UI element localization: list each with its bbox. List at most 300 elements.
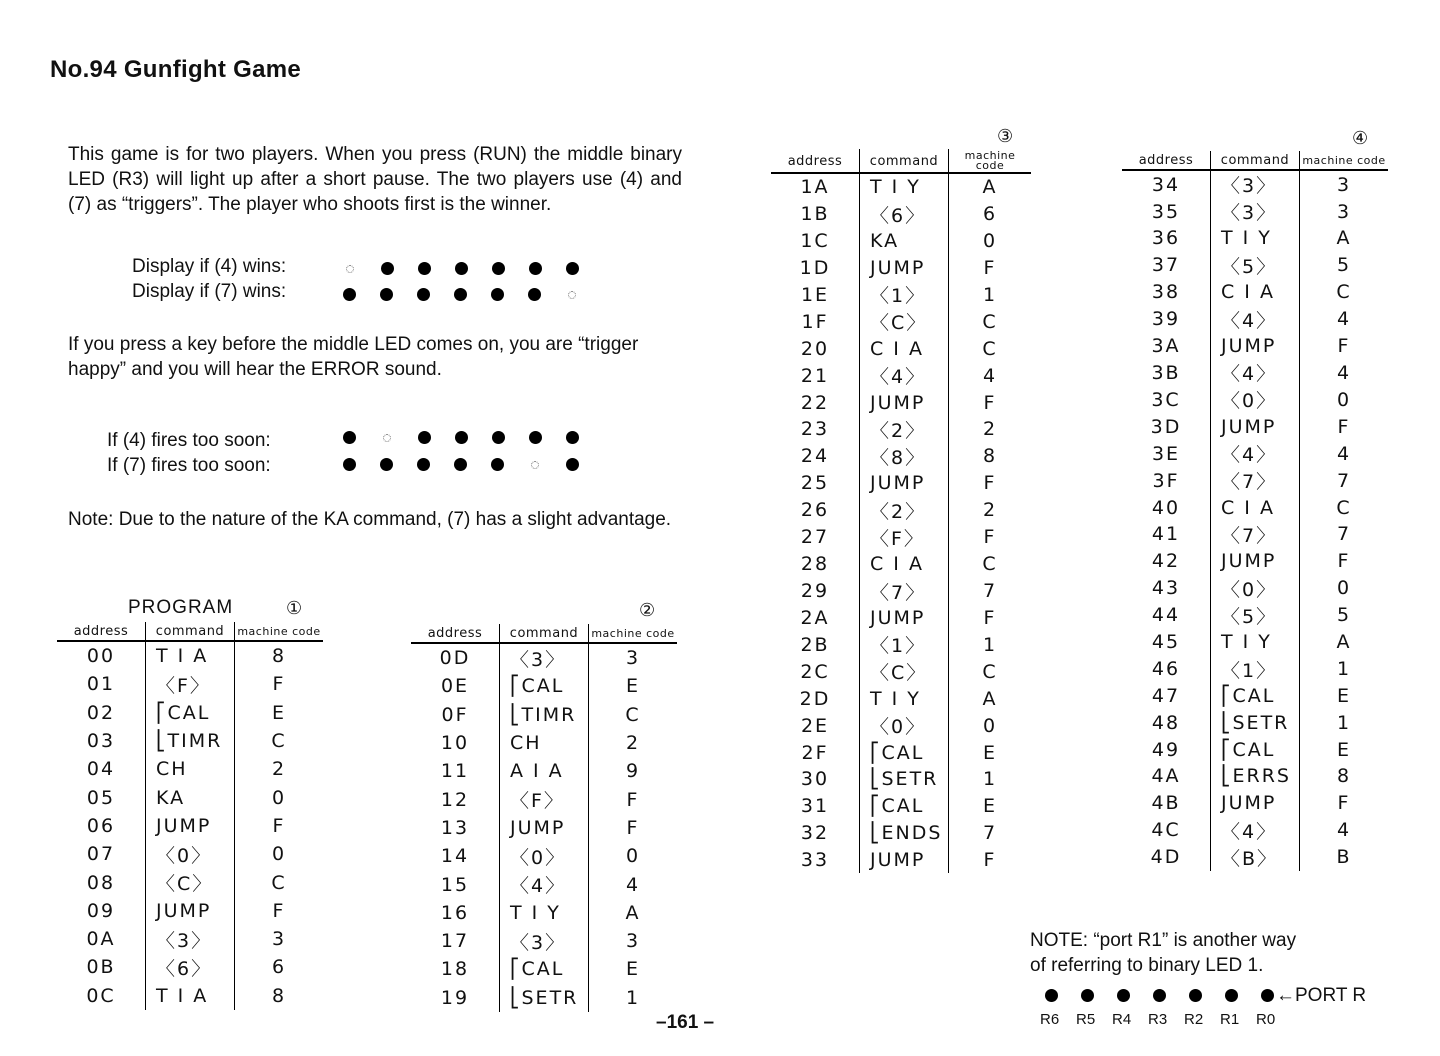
table-row: [1122, 656, 1388, 683]
table-row: [411, 842, 677, 870]
command-cell: 〈4〉: [1211, 440, 1300, 467]
table-row: [1122, 170, 1388, 198]
address-cell: 1C: [800, 230, 830, 253]
machine-code-cell: F: [983, 526, 997, 549]
command-cell: ⎡CAL: [1211, 736, 1300, 763]
address-cell: 4D: [1150, 846, 1182, 869]
machine-code-cell: E: [1336, 738, 1351, 761]
machine-code-cell: E: [982, 741, 997, 764]
machine-code-cell: 3: [625, 930, 641, 953]
header-command: command: [1211, 151, 1300, 170]
table-marker-3: ③: [997, 126, 1014, 146]
table-row: [411, 899, 677, 927]
command-cell: 〈C〉: [860, 308, 949, 335]
address-cell: 2D: [799, 687, 831, 710]
header-machine-code: machine code: [1300, 151, 1389, 170]
table-row: [1122, 575, 1388, 602]
command-cell: JUMP: [1211, 333, 1300, 360]
led-on-dot: [566, 458, 579, 471]
address-cell: 1F: [801, 310, 829, 333]
header-machine-code: machine code: [949, 149, 1032, 173]
address-cell: 20: [800, 337, 830, 360]
table-row: [1122, 629, 1388, 656]
command-cell: 〈0〉: [146, 840, 235, 868]
address-cell: 35: [1151, 200, 1181, 223]
machine-code-cell: F: [983, 472, 997, 495]
table-row: [1122, 225, 1388, 252]
table-row: [771, 389, 1031, 416]
command-cell: ⎡CAL: [500, 672, 589, 700]
led-on-dot: [417, 458, 430, 471]
machine-code-cell: F: [983, 606, 997, 629]
fire-row-7: [107, 455, 271, 477]
command-cell: 〈6〉: [146, 953, 235, 981]
command-cell: 〈4〉: [860, 362, 949, 389]
machine-code-cell: 3: [625, 647, 641, 670]
led-on-dot: [343, 288, 356, 301]
led-on-dot: [417, 288, 430, 301]
command-cell: 〈8〉: [860, 443, 949, 470]
header-address: address: [411, 624, 500, 643]
address-cell: 39: [1151, 308, 1181, 331]
command-cell: T I Y: [500, 899, 589, 927]
page-number: –161 –: [656, 1012, 715, 1033]
address-cell: 37: [1151, 254, 1181, 277]
port-led-dot: [1225, 989, 1238, 1002]
machine-code-cell: 3: [271, 928, 287, 951]
led-dots-4-too-soon: [343, 431, 603, 444]
address-cell: 18: [440, 958, 470, 981]
command-cell: T I Y: [860, 685, 949, 712]
address-cell: 34: [1151, 173, 1181, 196]
table-row: [57, 840, 323, 868]
address-cell: 13: [440, 816, 470, 839]
port-bit-r4: R4: [1112, 1011, 1132, 1028]
port-bit-r5: R5: [1076, 1011, 1096, 1028]
machine-code-cell: F: [983, 256, 997, 279]
table-row: [1122, 198, 1388, 225]
address-cell: 0F: [441, 703, 469, 726]
machine-code-cell: A: [982, 176, 998, 199]
command-cell: T I Y: [1211, 225, 1300, 252]
address-cell: 2C: [800, 660, 830, 683]
machine-code-cell: 1: [982, 633, 998, 656]
machine-code-cell: 7: [982, 580, 998, 603]
table-row: [57, 699, 323, 727]
led-on-dot: [380, 288, 393, 301]
address-cell: 3A: [1151, 334, 1181, 357]
machine-code-cell: 1: [1336, 711, 1352, 734]
command-cell: 〈4〉: [1211, 306, 1300, 333]
command-cell: T I Y: [860, 173, 949, 201]
machine-code-cell: 1: [982, 768, 998, 791]
command-cell: T I A: [146, 641, 235, 670]
table-row: [1122, 359, 1388, 386]
table-marker-1: ①: [286, 598, 303, 618]
address-cell: 00: [86, 645, 116, 668]
led-on-dot: [380, 458, 393, 471]
machine-code-cell: 8: [271, 984, 287, 1007]
machine-code-cell: 6: [982, 203, 998, 226]
command-cell: 〈F〉: [860, 524, 949, 551]
led-on-dot: [492, 431, 505, 444]
address-cell: 2B: [800, 633, 830, 656]
led-on-dot: [454, 458, 467, 471]
table-row: [411, 701, 677, 729]
table-row: [771, 551, 1031, 578]
address-cell: 04: [86, 758, 116, 781]
led-on-dot: [566, 262, 579, 275]
address-cell: 30: [800, 768, 830, 791]
table-row: [771, 281, 1031, 308]
address-cell: 0B: [86, 956, 116, 979]
table-row: [771, 766, 1031, 793]
address-cell: 26: [800, 499, 830, 522]
machine-code-cell: 2: [982, 418, 998, 441]
address-cell: 2E: [800, 714, 830, 737]
address-cell: 29: [800, 580, 830, 603]
command-cell: 〈0〉: [1211, 575, 1300, 602]
machine-code-cell: A: [982, 687, 998, 710]
port-bit-r2: R2: [1184, 1011, 1204, 1028]
address-cell: 02: [86, 701, 116, 724]
machine-code-cell: 7: [1336, 523, 1352, 546]
command-cell: JUMP: [860, 605, 949, 632]
address-cell: 1A: [800, 176, 830, 199]
header-command: command: [500, 624, 589, 643]
table-row: [771, 228, 1031, 255]
command-cell: 〈F〉: [146, 670, 235, 698]
address-cell: 19: [440, 986, 470, 1009]
command-cell: KA: [860, 228, 949, 255]
address-cell: 2F: [801, 741, 829, 764]
command-cell: 〈7〉: [1211, 467, 1300, 494]
machine-code-cell: 5: [1336, 604, 1352, 627]
command-cell: 〈5〉: [1211, 252, 1300, 279]
led-on-dot: [343, 458, 356, 471]
display-label: Display if (7) wins:: [132, 281, 287, 302]
table-row: [57, 897, 323, 925]
machine-code-cell: 0: [1336, 577, 1352, 600]
address-cell: 3D: [1150, 415, 1182, 438]
table-row: [771, 524, 1031, 551]
header-address: address: [1122, 151, 1211, 170]
table-row: [57, 641, 323, 670]
table-row: [771, 793, 1031, 820]
table-row: [411, 643, 677, 672]
command-cell: JUMP: [146, 897, 235, 925]
machine-code-cell: 9: [625, 760, 641, 783]
command-cell: JUMP: [860, 846, 949, 873]
machine-code-cell: C: [271, 730, 287, 753]
header-command: command: [860, 149, 949, 173]
address-cell: 4A: [1151, 765, 1181, 788]
command-cell: JUMP: [1211, 790, 1300, 817]
intro-paragraph: This game is for two players. When you press (RUN) the middle binary LED (R3) will light up after a short pause. The two players use (4) and (7) as “triggers”. The player who shoots first is the winner.: [68, 144, 682, 215]
program-table-2: [411, 624, 677, 1012]
command-cell: 〈0〉: [500, 842, 589, 870]
command-cell: 〈C〉: [146, 868, 235, 896]
address-cell: 46: [1151, 658, 1181, 681]
command-cell: JUMP: [1211, 413, 1300, 440]
machine-code-cell: 1: [1336, 658, 1352, 681]
command-cell: 〈4〉: [1211, 817, 1300, 844]
address-cell: 14: [440, 845, 470, 868]
table-header-row: [411, 624, 677, 643]
header-command: command: [146, 622, 235, 641]
table-row: [771, 443, 1031, 470]
table-row: [771, 605, 1031, 632]
port-led-dot: [1045, 989, 1058, 1002]
led-dots-7-too-soon: [343, 458, 603, 471]
machine-code-cell: F: [983, 391, 997, 414]
address-cell: 23: [800, 418, 830, 441]
address-cell: 01: [86, 673, 116, 696]
led-off-dot: [383, 434, 391, 442]
machine-code-cell: 0: [982, 230, 998, 253]
address-cell: 1D: [799, 256, 831, 279]
table-row: [411, 757, 677, 785]
address-cell: 40: [1151, 496, 1181, 519]
machine-code-cell: 4: [1336, 819, 1352, 842]
command-cell: JUMP: [860, 470, 949, 497]
command-cell: ⎡CAL: [1211, 683, 1300, 710]
table-header-row: [57, 622, 323, 641]
machine-code-cell: 0: [271, 843, 287, 866]
address-cell: 15: [440, 873, 470, 896]
led-on-dot: [529, 262, 542, 275]
machine-code-cell: 0: [625, 845, 641, 868]
command-cell: ⎣ERRS: [1211, 763, 1300, 790]
command-cell: 〈4〉: [500, 870, 589, 898]
command-cell: 〈2〉: [860, 416, 949, 443]
machine-code-cell: F: [1337, 550, 1351, 573]
machine-code-cell: F: [626, 816, 640, 839]
machine-code-cell: F: [1337, 415, 1351, 438]
command-cell: T I Y: [1211, 629, 1300, 656]
table-row: [771, 470, 1031, 497]
command-cell: JUMP: [1211, 548, 1300, 575]
table-row: [1122, 709, 1388, 736]
table-row: [771, 712, 1031, 739]
table-row: [1122, 844, 1388, 871]
table-row: [771, 362, 1031, 389]
table-row: [1122, 790, 1388, 817]
command-cell: 〈1〉: [860, 631, 949, 658]
command-cell: 〈4〉: [1211, 359, 1300, 386]
command-cell: ⎣TIMR: [146, 727, 235, 755]
command-cell: ⎣ENDS: [860, 820, 949, 847]
led-on-dot: [381, 262, 394, 275]
command-cell: C I A: [1211, 279, 1300, 306]
machine-code-cell: A: [1336, 227, 1352, 250]
address-cell: 27: [800, 526, 830, 549]
address-cell: 06: [86, 814, 116, 837]
command-cell: ⎣SETR: [500, 984, 589, 1012]
command-cell: C I A: [1211, 494, 1300, 521]
table-row: [411, 814, 677, 842]
command-cell: 〈7〉: [1211, 521, 1300, 548]
command-cell: 〈2〉: [860, 497, 949, 524]
table-row: [1122, 413, 1388, 440]
led-on-dot: [343, 431, 356, 444]
machine-code-cell: A: [1336, 631, 1352, 654]
program-table-4: [1122, 151, 1388, 871]
machine-code-cell: C: [625, 703, 641, 726]
address-cell: 2A: [800, 606, 830, 629]
port-r-label: ←PORT R: [1276, 985, 1367, 1006]
command-cell: KA: [146, 783, 235, 811]
table-row: [771, 335, 1031, 362]
machine-code-cell: 2: [271, 758, 287, 781]
table-row: [57, 783, 323, 811]
port-led-dot: [1081, 989, 1094, 1002]
program-label: PROGRAM: [128, 597, 234, 618]
led-on-dot: [418, 262, 431, 275]
command-cell: 〈F〉: [500, 785, 589, 813]
command-cell: C I A: [860, 551, 949, 578]
led-dots-7-wins: [343, 288, 603, 301]
machine-code-cell: 7: [1336, 469, 1352, 492]
table-row: [1122, 306, 1388, 333]
fire-label: If (4) fires too soon:: [107, 430, 271, 451]
address-cell: 16: [440, 901, 470, 924]
table-marker-4: ④: [1352, 128, 1369, 148]
machine-code-cell: C: [271, 871, 287, 894]
machine-code-cell: C: [1336, 281, 1352, 304]
table-row: [57, 925, 323, 953]
port-led-dot: [1261, 989, 1274, 1002]
machine-code-cell: 4: [982, 364, 998, 387]
table-row: [1122, 548, 1388, 575]
machine-code-cell: F: [626, 788, 640, 811]
address-cell: 47: [1151, 684, 1181, 707]
led-on-dot: [529, 431, 542, 444]
header-address: address: [771, 149, 860, 173]
table-row: [1122, 736, 1388, 763]
command-cell: 〈B〉: [1211, 844, 1300, 871]
display-row-4-wins: [132, 256, 286, 278]
address-cell: 41: [1151, 523, 1181, 546]
port-led-dot: [1117, 989, 1130, 1002]
address-cell: 31: [800, 795, 830, 818]
note-paragraph: Note: Due to the nature of the KA command, (7) has a slight advantage.: [68, 509, 672, 530]
command-cell: 〈3〉: [146, 925, 235, 953]
machine-code-cell: 8: [982, 445, 998, 468]
address-cell: 10: [440, 732, 470, 755]
address-cell: 3E: [1151, 442, 1181, 465]
command-cell: JUMP: [860, 389, 949, 416]
table-marker-2: ②: [639, 600, 656, 620]
address-cell: 32: [800, 821, 830, 844]
machine-code-cell: C: [982, 660, 998, 683]
table-row: [771, 201, 1031, 228]
machine-code-cell: 4: [1336, 442, 1352, 465]
command-cell: ⎡CAL: [860, 793, 949, 820]
command-cell: 〈3〉: [500, 643, 589, 672]
address-cell: 3C: [1151, 388, 1181, 411]
table-row: [411, 870, 677, 898]
address-cell: 17: [440, 930, 470, 953]
table-row: [1122, 521, 1388, 548]
table-row: [1122, 763, 1388, 790]
table-row: [771, 846, 1031, 873]
table-row: [1122, 494, 1388, 521]
machine-code-cell: 4: [1336, 308, 1352, 331]
address-cell: 11: [440, 760, 470, 783]
table-row: [411, 927, 677, 955]
led-on-dot: [491, 458, 504, 471]
address-cell: 44: [1151, 604, 1181, 627]
command-cell: 〈6〉: [860, 201, 949, 228]
led-on-dot: [566, 431, 579, 444]
table-row: [771, 578, 1031, 605]
address-cell: 33: [800, 848, 830, 871]
program-table-1: [57, 622, 323, 1010]
fire-label: If (7) fires too soon:: [107, 455, 271, 476]
table-row: [411, 984, 677, 1012]
table-row: [1122, 440, 1388, 467]
port-note-line-1: NOTE: “port R1” is another way: [1030, 930, 1297, 951]
machine-code-cell: 3: [1336, 200, 1352, 223]
led-on-dot: [528, 288, 541, 301]
address-cell: 48: [1151, 711, 1181, 734]
command-cell: ⎣SETR: [1211, 709, 1300, 736]
address-cell: 08: [86, 871, 116, 894]
table-header-row: [1122, 151, 1388, 170]
machine-code-cell: 8: [271, 645, 287, 668]
address-cell: 24: [800, 445, 830, 468]
table-row: [57, 755, 323, 783]
table-row: [771, 820, 1031, 847]
address-cell: 4C: [1151, 819, 1181, 842]
table-row: [771, 497, 1031, 524]
address-cell: 05: [86, 786, 116, 809]
table-row: [771, 658, 1031, 685]
port-led-dots: [1045, 989, 1297, 1002]
address-cell: 3B: [1151, 361, 1181, 384]
command-cell: A I A: [500, 757, 589, 785]
machine-code-cell: C: [982, 553, 998, 576]
machine-code-cell: 4: [1336, 361, 1352, 384]
command-cell: 〈1〉: [860, 281, 949, 308]
port-bit-r0: R0: [1256, 1011, 1276, 1028]
command-cell: ⎡CAL: [146, 699, 235, 727]
led-on-dot: [492, 262, 505, 275]
machine-code-cell: E: [271, 701, 286, 724]
address-cell: 25: [800, 472, 830, 495]
machine-code-cell: F: [272, 814, 286, 837]
machine-code-cell: B: [1336, 846, 1352, 869]
command-cell: JUMP: [500, 814, 589, 842]
command-cell: ⎡CAL: [860, 739, 949, 766]
table-row: [411, 955, 677, 983]
led-on-dot: [455, 262, 468, 275]
port-led-dot: [1153, 989, 1166, 1002]
table-row: [1122, 252, 1388, 279]
led-off-dot: [568, 291, 576, 299]
address-cell: 0C: [86, 984, 116, 1007]
table-row: [1122, 386, 1388, 413]
table-row: [411, 729, 677, 757]
table-row: [411, 785, 677, 813]
command-cell: T I A: [146, 982, 235, 1010]
machine-code-cell: A: [625, 901, 641, 924]
table-row: [1122, 333, 1388, 360]
command-cell: 〈1〉: [1211, 656, 1300, 683]
machine-code-cell: 2: [625, 732, 641, 755]
table-row: [771, 739, 1031, 766]
